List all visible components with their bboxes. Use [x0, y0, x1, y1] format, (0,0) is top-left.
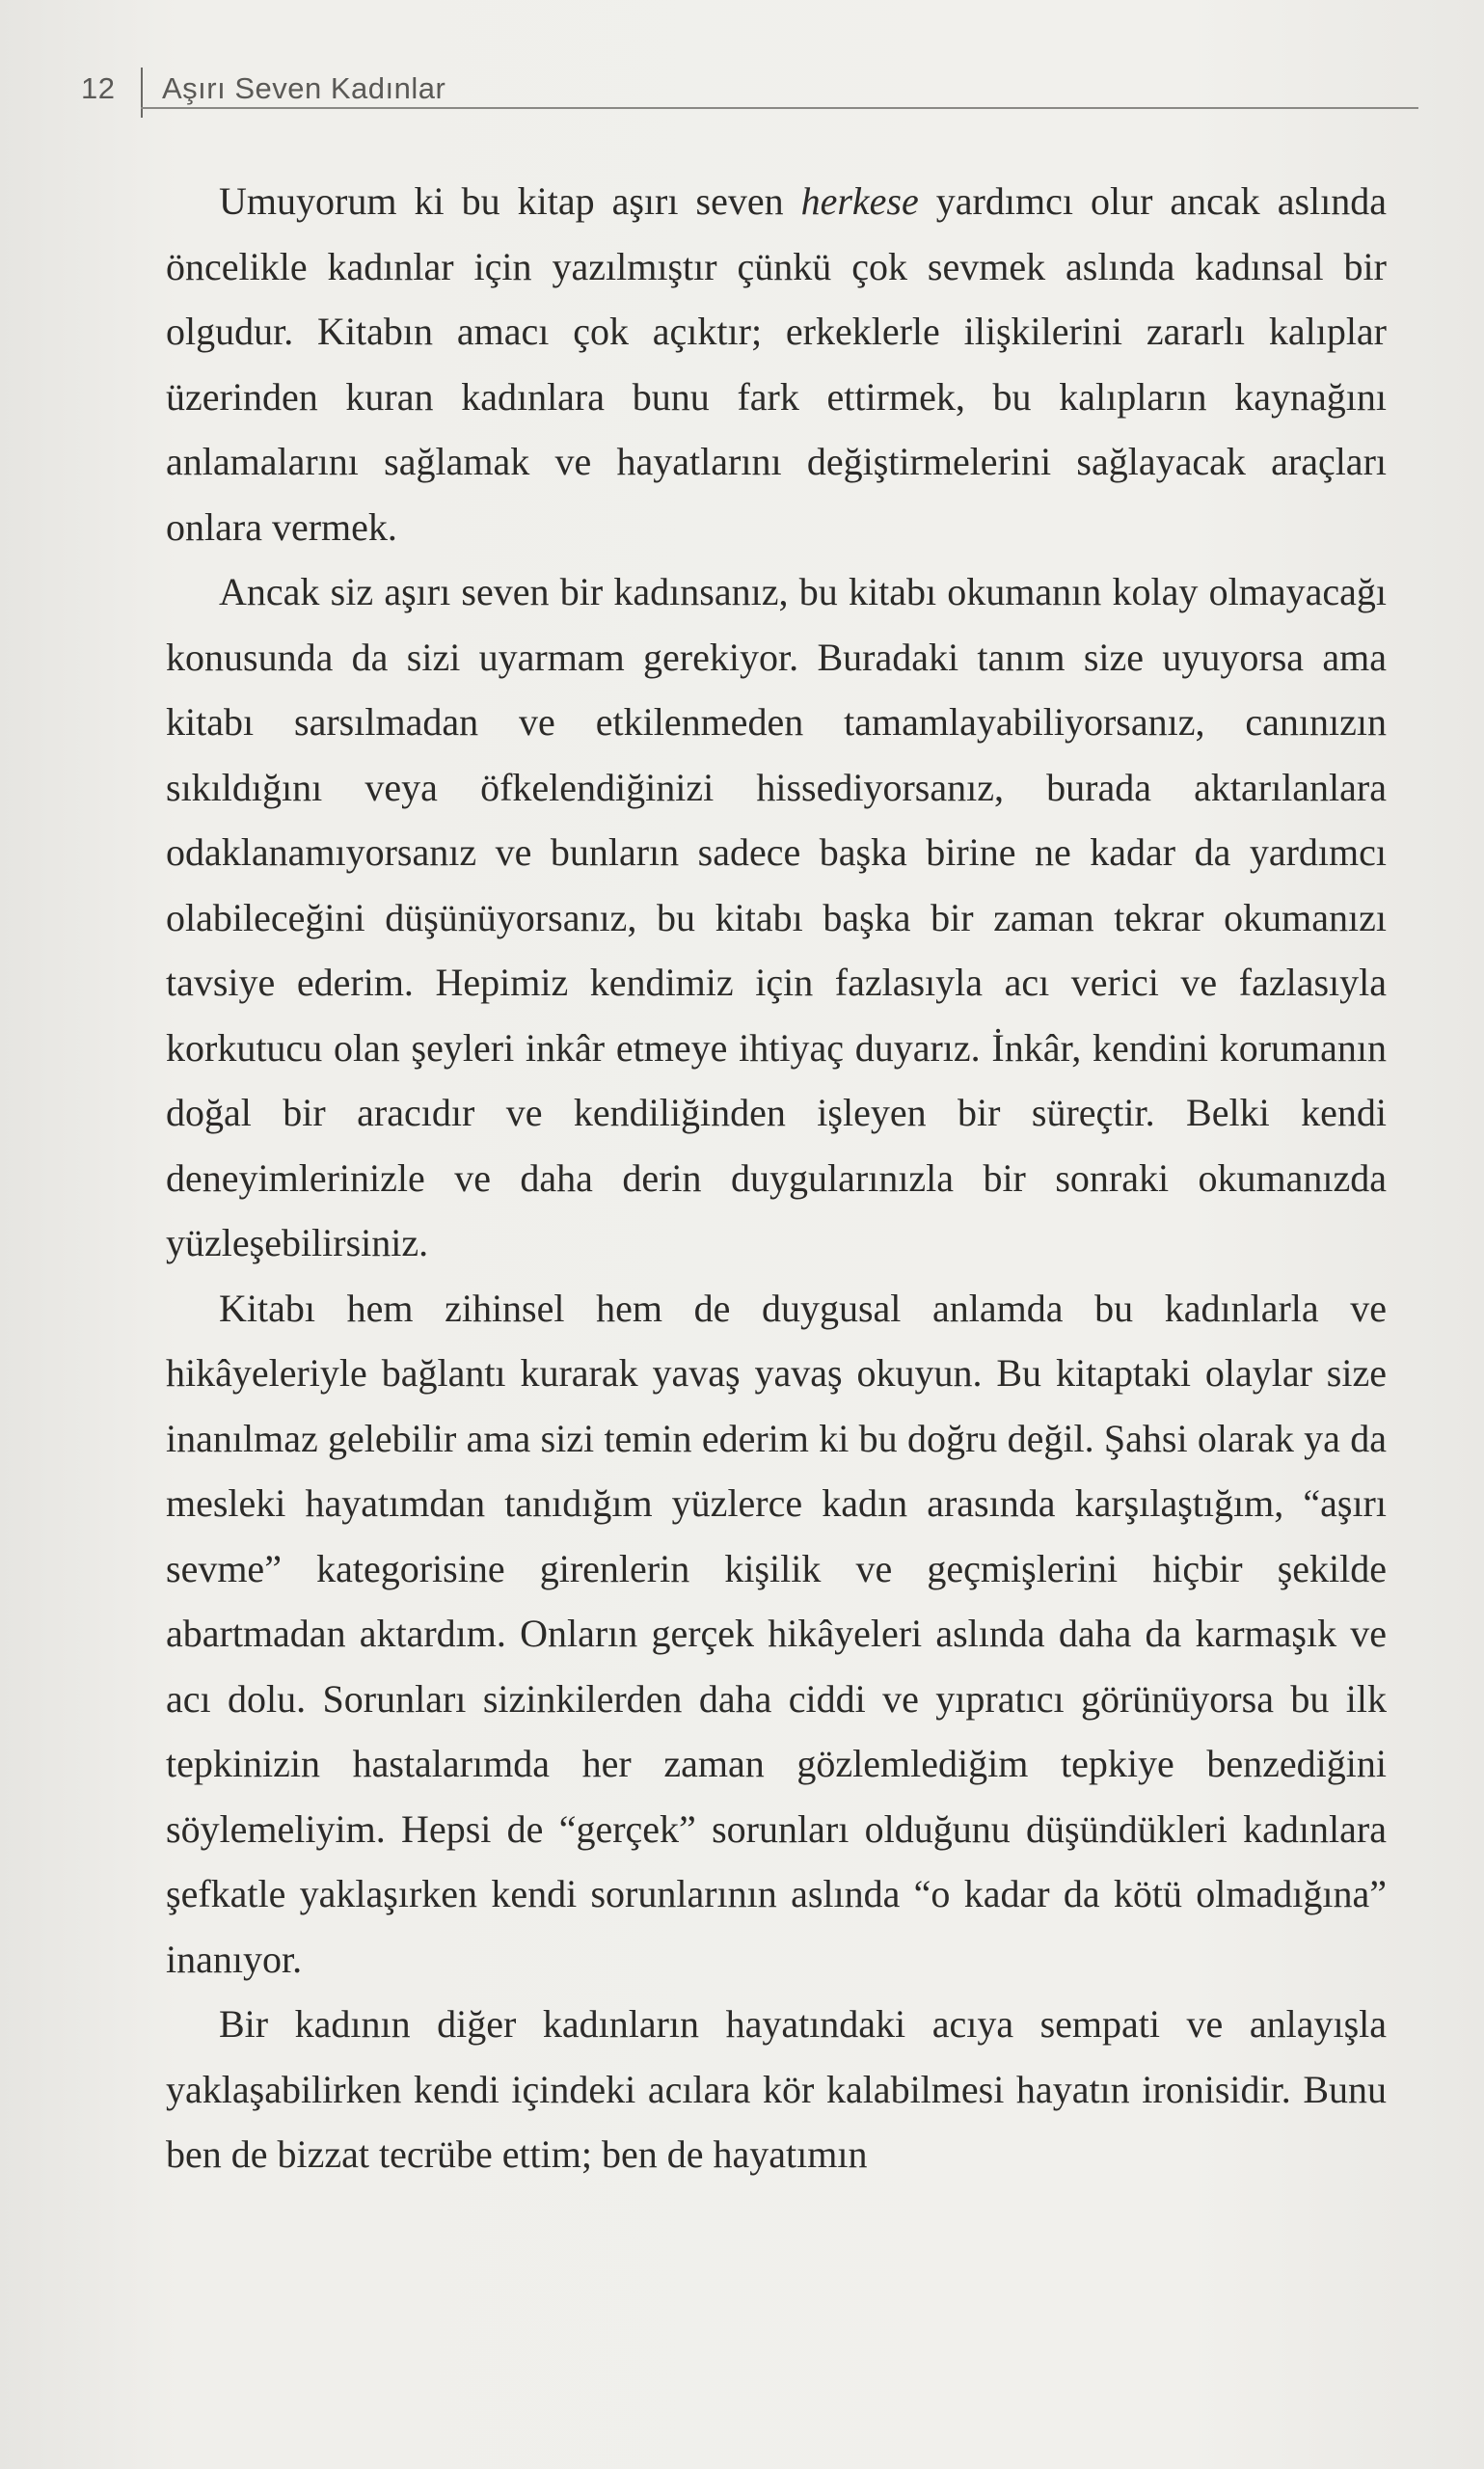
emphasized-word: herkese [800, 179, 919, 223]
paragraph-1 [166, 169, 1387, 559]
header-divider [141, 68, 143, 118]
paragraph-4: Bir kadının diğer kadınların hayatındaki acıya sempati ve anlayışla yaklaşabilirken kendi içindeki acılara kör kalabilmesi hayatın ironisidir. Bunu ben de bizzat tecrübe ettim; ben de hayatımın [166, 2002, 1387, 2176]
paragraph-3: Kitabı hem zihinsel hem de duygusal anlamda bu kadınlarla ve hikâyeleriyle bağlantı kurarak yavaş yavaş okuyun. Bu kitaptaki olaylar size inanılmaz gelebilir ama sizi temin ederim ki bu doğru değil. Şahsi olarak ya da mesleki hayatımdan tanıdığım yüzlerce kadın arasında karşılaştığım, “aşırı sevme” kategorisine girenlerin kişilik ve geçmişlerini hiçbir şekilde abartmadan aktardım. Onların gerçek hikâyeleri aslında daha da karmaşık ve acı dolu. Sorunları sizinkilerden daha ciddi ve yıpratıcı görünüyorsa bu ilk tepkinizin hastalarımda her zaman gözlemlediğim tepkiye benzediğini söylemeliyim. Hepsi de “gerçek” sorunları olduğunu düşündükleri kadınlara şefkatle yaklaşırken kendi sorunlarının aslında “o kadar da kötü olmadığına” inanıyor. [166, 1286, 1387, 1981]
running-title: Aşırı Seven Kadınlar [162, 71, 446, 105]
page-number: 12 [81, 71, 116, 105]
header-rule [141, 107, 1418, 109]
paragraph-1-start: Umuyorum ki bu kitap aşırı seven [219, 179, 801, 223]
body-text [166, 169, 1387, 2187]
paragraph-1-rest: yardımcı olur ancak aslında öncelikle kadınlar için yazılmıştır çünkü çok sevmek aslında kadınsal bir olgudur. Kitabın amacı çok açıktır; erkeklerle ilişkilerini zararlı kalıplar üzerinden kuran kadınlara bunu fark ettirmek, bu kalıpların kaynağını anlamalarını sağlamak ve hayatlarını değiştirmelerini sağlayacak araçları onlara vermek. [166, 179, 1387, 549]
paragraph-2: Ancak siz aşırı seven bir kadınsanız, bu kitabı okumanın kolay olmayacağı konusunda da sizi uyarmam gerekiyor. Buradaki tanım size uyuyorsa ama kitabı sarsılmadan ve etkilenmeden tamamlayabiliyorsanız, canınızın sıkıldığını veya öfkelendiğinizi hissediyorsanız, burada aktarılanlara odaklanamıyorsanız ve bunların sadece başka birine ne kadar da yardımcı olabileceğini düşünüyorsanız, bu kitabı başka bir zaman tekrar okumanızı tavsiye ederim. Hepimiz kendimiz için fazlasıyla acı verici ve fazlasıyla korkutucu olan şeyleri inkâr etmeye ihtiyaç duyarız. İnkâr, kendini korumanın doğal bir aracıdır ve kendiliğinden işleyen bir süreçtir. Belki kendi deneyimlerinizle ve daha derin duygularınızla bir sonraki okumanızda yüzleşebilirsiniz. [166, 570, 1387, 1264]
